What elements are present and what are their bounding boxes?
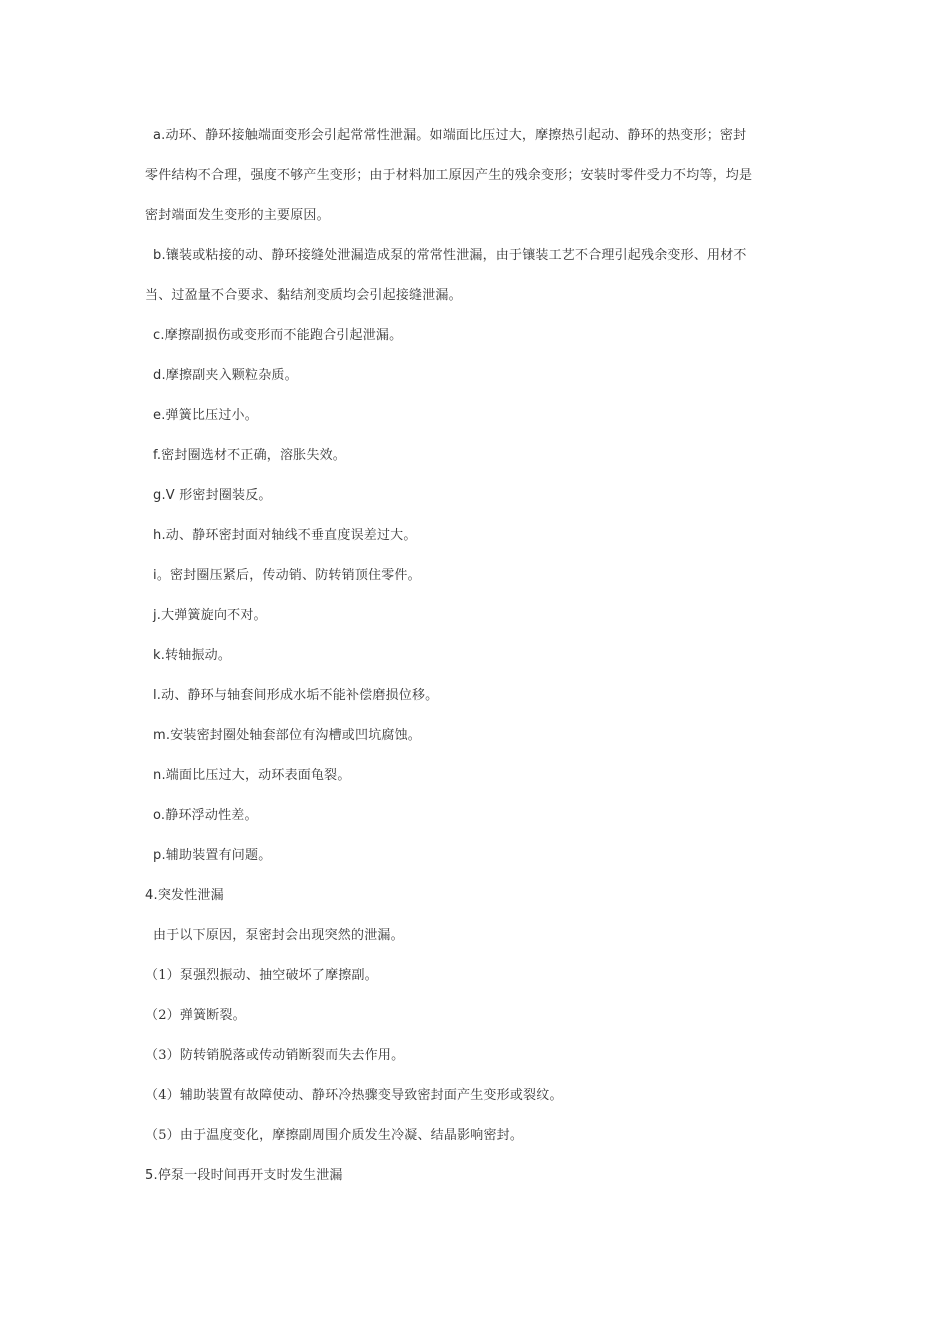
item-text: 动、静环与轴套间形成水垢不能补偿磨损位移。 bbox=[161, 688, 439, 703]
item-text: 防转销脱落或传动销断裂而失去作用。 bbox=[179, 1048, 405, 1063]
list-item bbox=[145, 966, 378, 986]
item-text: 静环浮动性差。 bbox=[165, 808, 258, 823]
item-marker: k. bbox=[153, 648, 166, 663]
paragraph-text: 密封端面发生变形的主要原因。 bbox=[145, 208, 330, 223]
list-item bbox=[153, 486, 272, 506]
item-marker: o. bbox=[153, 808, 166, 823]
paragraph-line bbox=[145, 206, 330, 226]
item-marker: l. bbox=[153, 688, 162, 703]
item-text: 转轴振动。 bbox=[165, 648, 232, 663]
item-text: 端面比压过大，动环表面龟裂。 bbox=[165, 768, 351, 783]
item-text: 辅助装置有故障使动、静环冷热骤变导致密封面产生变形或裂纹。 bbox=[179, 1088, 563, 1103]
item-marker: （4） bbox=[145, 1088, 180, 1103]
paragraph-line bbox=[153, 126, 746, 146]
list-item bbox=[145, 1086, 563, 1106]
item-marker: b. bbox=[153, 248, 166, 263]
list-item bbox=[145, 1126, 523, 1146]
item-text: 密封圈选材不正确，溶胀失效。 bbox=[161, 448, 346, 463]
list-item bbox=[153, 606, 267, 626]
section-heading bbox=[145, 1166, 343, 1186]
item-text: 摩擦副夹入颗粒杂质。 bbox=[165, 368, 298, 383]
list-item bbox=[153, 406, 258, 426]
item-text: 形密封圈装反。 bbox=[179, 488, 272, 503]
item-marker: i bbox=[153, 568, 157, 583]
paragraph-text: 由于以下原因，泵密封会出现突然的泄漏。 bbox=[153, 928, 404, 943]
item-marker: j. bbox=[153, 608, 162, 623]
item-marker: n. bbox=[153, 768, 166, 783]
item-marker: （2） bbox=[145, 1008, 180, 1023]
paragraph-line bbox=[145, 286, 462, 306]
section-title: 停泵一段时间再开支时发生泄漏 bbox=[157, 1168, 343, 1183]
list-item bbox=[153, 846, 271, 866]
item-marker: g.V bbox=[153, 488, 180, 503]
list-item bbox=[153, 526, 417, 546]
list-item bbox=[153, 726, 421, 746]
item-marker: m. bbox=[153, 728, 171, 743]
section-heading bbox=[145, 886, 224, 906]
item-text: 泵强烈振动、抽空破坏了摩擦副。 bbox=[179, 968, 378, 983]
paragraph-line bbox=[153, 246, 747, 266]
list-item bbox=[153, 646, 231, 666]
item-marker: e. bbox=[153, 408, 166, 423]
section-number: 4. bbox=[145, 888, 158, 903]
item-marker: （1） bbox=[145, 968, 180, 983]
list-item bbox=[153, 806, 258, 826]
item-text: 弹簧断裂。 bbox=[179, 1008, 246, 1023]
item-marker: a. bbox=[153, 128, 166, 143]
paragraph-text: 动环、静环接触端面变形会引起常常性泄漏。如端面比压过大，摩擦热引起动、静环的热变形；密封 bbox=[165, 128, 747, 143]
paragraph-text: 当、过盈量不合要求、黏结剂变质均会引起接缝泄漏。 bbox=[145, 288, 462, 303]
paragraph-text: 镶装或粘接的动、静环接缝处泄漏造成泵的常常性泄漏，由于镶装工艺不合理引起残余变形、用材不 bbox=[165, 248, 747, 263]
item-text: 安装密封圈处轴套部位有沟槽或凹坑腐蚀。 bbox=[170, 728, 422, 743]
item-marker: （3） bbox=[145, 1048, 180, 1063]
paragraph-line bbox=[153, 926, 404, 946]
list-item bbox=[145, 1006, 246, 1026]
item-text: 动、静环密封面对轴线不垂直度误差过大。 bbox=[165, 528, 417, 543]
list-item bbox=[145, 1046, 404, 1066]
item-marker: （5） bbox=[145, 1128, 180, 1143]
list-item bbox=[153, 566, 421, 586]
item-marker: p. bbox=[153, 848, 166, 863]
item-text: 弹簧比压过小。 bbox=[165, 408, 258, 423]
section-number: 5. bbox=[145, 1168, 158, 1183]
list-item bbox=[153, 766, 351, 786]
item-text: 辅助装置有问题。 bbox=[165, 848, 272, 863]
item-marker: d. bbox=[153, 368, 166, 383]
paragraph-line bbox=[145, 166, 752, 186]
item-text: 大弹簧旋向不对。 bbox=[161, 608, 267, 623]
item-marker: h. bbox=[153, 528, 166, 543]
list-item bbox=[153, 446, 346, 466]
item-text: 由于温度变化，摩擦副周围介质发生冷凝、结晶影响密封。 bbox=[179, 1128, 524, 1143]
list-item bbox=[153, 686, 438, 706]
list-item bbox=[153, 366, 298, 386]
item-marker: c. bbox=[153, 328, 165, 343]
item-text: 摩擦副损伤或变形而不能跑合引起泄漏。 bbox=[164, 328, 403, 343]
item-marker: f. bbox=[153, 448, 162, 463]
paragraph-text: 零件结构不合理，强度不够产生变形；由于材料加工原因产生的残余变形；安装时零件受力不均等，均是 bbox=[145, 168, 753, 183]
item-text: 。密封圈压紧后，传动销、防转销顶住零件。 bbox=[156, 568, 421, 583]
list-item bbox=[153, 326, 402, 346]
section-title: 突发性泄漏 bbox=[157, 888, 224, 903]
